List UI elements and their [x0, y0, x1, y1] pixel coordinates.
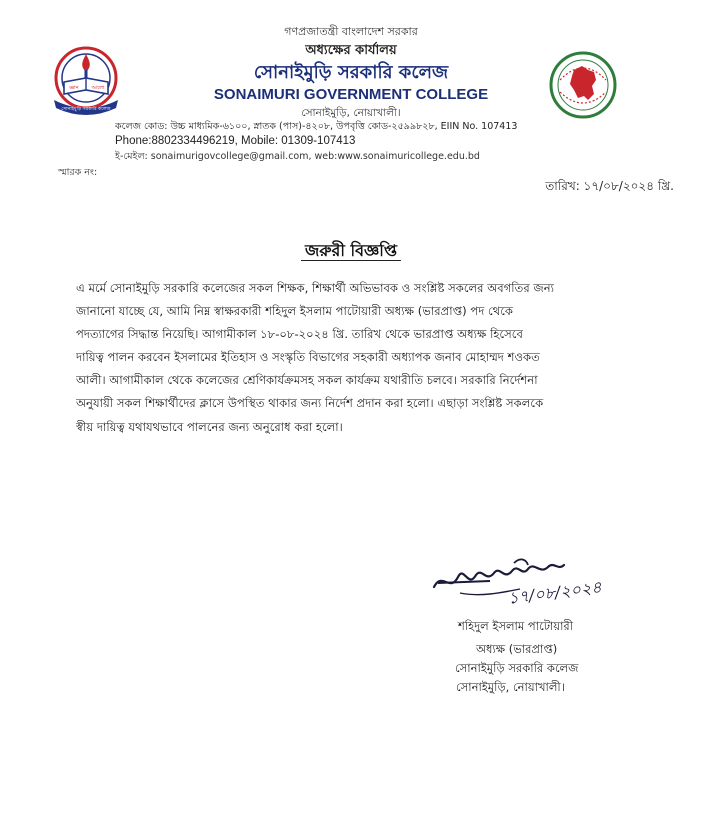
college-address: সোনাইমুড়ি, নোয়াখালী।	[301, 107, 401, 119]
college-email-web: ই-মেইল: sonaimurigovcollege@gmail.com, web:www.sonaimuricollege.edu.bd	[115, 151, 480, 162]
signatory-location: সোনাইমুড়ি, নোয়াখালী।	[456, 680, 565, 694]
government-line: গণপ্রজাতন্ত্রী বাংলাদেশ সরকার	[284, 25, 418, 38]
notice-date: তারিখ: ১৭/০৮/২০২৪ খ্রি.	[545, 179, 674, 193]
title-underline	[301, 260, 401, 261]
notice-body	[76, 277, 652, 439]
notice-line: অনুযায়ী সকল শিক্ষার্থীদের ক্লাসে উপস্থিত থাকার জন্য নির্দেশ প্রদান করা হলো। এছাড়া সংশ্লিষ্ট সকলকে	[76, 396, 544, 411]
notice-line: এ মর্মে সোনাইমুড়ি সরকারি কলেজের সকল শিক্ষক, শিক্ষার্থী অভিভাবক ও সংশ্লিষ্ট সকলের অবগতির জন্য	[76, 281, 555, 295]
notice-line: স্বীয় দায়িত্ব যথাযথভাবে পালনের জন্য অনুরোধ করা হলো।	[76, 419, 343, 434]
reference-number: স্মারক নং:	[58, 167, 98, 178]
college-name-bangla: সোনাইমুড়ি সরকারি কলেজ	[253, 62, 449, 83]
college-codes: কলেজ কোড: উচ্চ মাধ্যমিক-৬১০০, স্নাতক (পাস)-৪২০৮, উপবৃত্তি কোড-২৫৯৯৮২৮, EIIN No. 107413	[115, 121, 518, 132]
notice-line: জানানো যাচ্ছে যে, আমি নিম্ন স্বাক্ষরকারী শহিদুল ইসলাম পাটোয়ারী অধ্যক্ষ (ভারপ্রাপ্ত) পদ থেকে	[76, 304, 513, 319]
svg-text:জ্ঞান: জ্ঞান	[69, 85, 79, 91]
notice-title: জরুরী বিজ্ঞপ্তি	[304, 241, 398, 260]
notice-line: দায়িত্ব পালন করবেন ইসলামের ইতিহাস ও সংস্কৃতি বিভাগের সহকারী অধ্যাপক জনাব মোহাম্মদ শওকত	[76, 350, 540, 365]
college-phone: Phone:8802334496219, Mobile: 01309-107413	[115, 135, 356, 147]
svg-text:সোনাইমুড়ি সরকারি কলেজ: সোনাইমুড়ি সরকারি কলেজ	[61, 107, 111, 112]
signatory-name: শহিদুল ইসলাম পাটোয়ারী	[458, 619, 574, 633]
signature-date: ১৭/০৮/২০২৪	[507, 577, 603, 608]
signatory-designation: অধ্যক্ষ (ভারপ্রাপ্ত)	[476, 642, 558, 656]
signatory-institution: সোনাইমুড়ি সরকারি কলেজ	[455, 661, 579, 675]
notice-line: পদত্যাগের সিদ্ধান্ত নিয়েছি। আগামীকাল ১৮-০৮-২০২৪ খ্রি. তারিখ থেকে ভারপ্রাপ্ত অধ্যক্ষ হিসেবে	[76, 327, 523, 342]
svg-text:আলো: আলো	[91, 85, 105, 91]
college-name-english: SONAIMURI GOVERNMENT COLLEGE	[213, 86, 489, 103]
office-line: অধ্যক্ষের কার্যালয়	[305, 43, 397, 58]
notice-line: আলী। আগামীকাল থেকে কলেজের শ্রেণিকার্যক্রমসহ সকল কার্যক্রম যথারীতি চলবে। সরকারি নির্দেশনা	[76, 373, 538, 388]
